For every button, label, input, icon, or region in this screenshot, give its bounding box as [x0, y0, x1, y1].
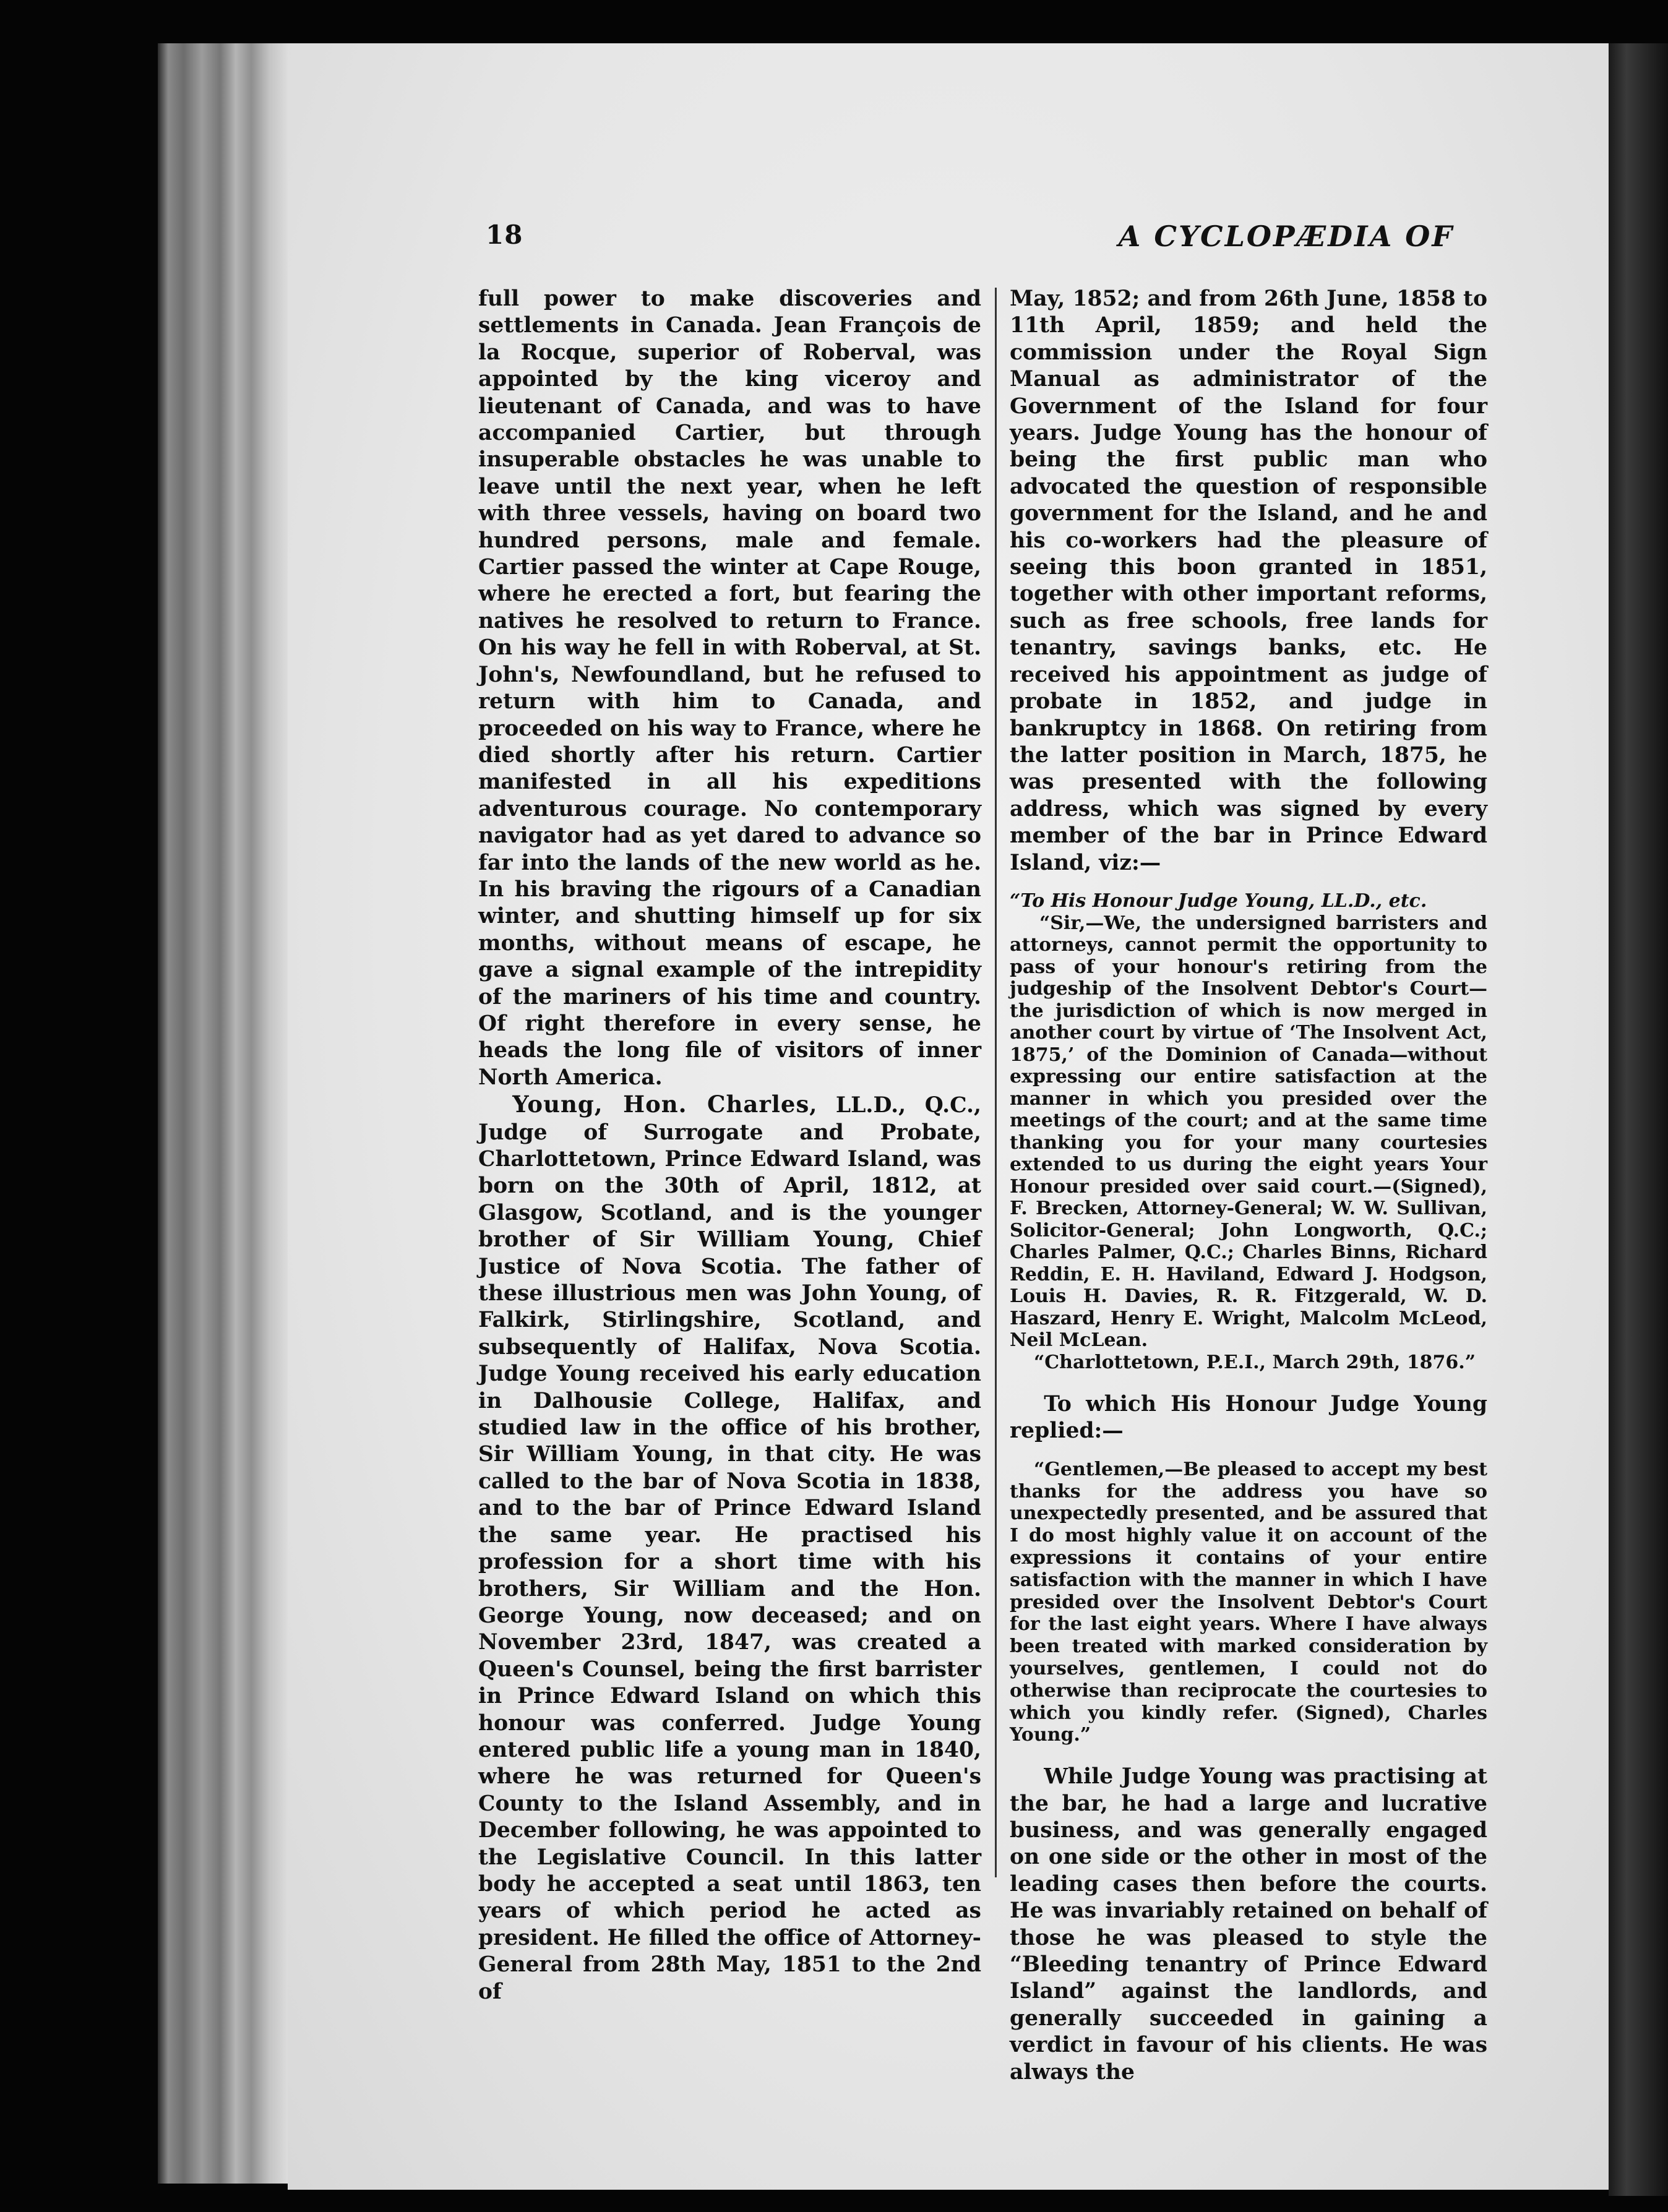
left-column	[478, 286, 981, 2005]
reply-intro: To which His Honour Judge Young replied:—	[1010, 1391, 1487, 1444]
entry-body: , LL.D., Q.C., Judge of Surrogate and Probate, Charlottetown, Prince Edward Island, was born on the 30th of April, 1812, at Glasgow, Scotland, and is the younger brother of Sir William Young, Chief Justice of Nova Scotia. The father of these illustrious men was John Young, of Falkirk, Stirlingshire, Scotland, and subsequently of Halifax, Nova Scotia. Judge Young received his early education in Dalhousie College, Halifax, and studied law in the office of his brother, Sir William Young, in that city. He was called to the bar of Nova Scotia in 1838, and to the bar of Prince Edward Island the same year. He practised his profession for a short time with his brothers, Sir William and the Hon. George Young, now deceased; and on November 23rd, 1847, was created a Queen's Counsel, being the first barrister in Prince Edward Island on which this honour was conferred. Judge Young entered public life a young man in 1840, where he was returned for Queen's County to the Island Assembly, and in December following, he was appointed to the Legislative Council. In this latter body he accepted a seat until 1863, ten years of which period he acted as president. He filled the office of Attorney-General from 28th May, 1851 to the 2nd of	[478, 1093, 981, 2004]
final-paragraph: While Judge Young was practising at the bar, he had a large and lucrative business, and was generally engaged on one side or the other in most of the leading cases then before the courts. He was invariably retained on behalf of those he was pleased to style the “Bleeding tenantry of Prince Edward Island” against the landlords, and generally succeeded in gaining a verdict in favour of his clients. He was always the	[1010, 1764, 1487, 2085]
left-paragraph-young	[478, 1091, 981, 2005]
right-paragraph-continuation: May, 1852; and from 26th June, 1858 to 11th April, 1859; and held the commission under the Royal Sign Manual as administrator of the Government of the Island for four years. Judge Young has the honour of being the first public man who advocated the question of responsible government for the Island, and he and his co-workers had the pleasure of seeing this boon granted in 1851, together with other important reforms, such as free schools, free lands for tenantry, savings banks, etc. He received his appointment as judge of probate in 1852, and judge in bankruptcy in 1868. On retiring from the latter position in March, 1875, he was presented with the following address, which was signed by every member of the bar in Prince Edward Island, viz:—	[1010, 286, 1487, 875]
entry-heading: Young, Hon. Charles	[512, 1091, 810, 1118]
address-date: “Charlottetown, P.E.I., March 29th, 1876.”	[1034, 1351, 1476, 1373]
running-title: A CYCLOPÆDIA OF	[1118, 220, 1454, 253]
left-paragraph-cartier: full power to make discoveries and settlements in Canada. Jean François de la Rocque, superior of Roberval, was appointed by the king viceroy and lieutenant of Canada, and was to have accompanied Cartier, but through insuperable obstacles he was unable to leave until the next year, when he left with three vessels, having on board two hundred persons, male and female. Cartier passed the winter at Cape Rouge, where he erected a fort, but fearing the natives he resolved to return to France. On his way he fell in with Roberval, at St. John's, Newfoundland, but he refused to return with him to Canada, and proceeded on his way to France, where he died shortly after his return. Cartier manifested in all his expeditions adventurous courage. No contemporary navigator had as yet dared to advance so far into the lands of the new world as he. In his braving the rigours of a Canadian winter, and shutting himself up for six months, without means of escape, he gave a signal example of the intrepidity of the mariners of his time and country. Of right therefore in every sense, he heads the long file of visitors of inner North America.	[478, 286, 981, 1090]
right-column	[1010, 286, 1487, 2086]
address-body: “Sir,—We, the undersigned barristers and attorneys, cannot permit the opportunity to pass of your honour's retiring from the judgeship of the Insolvent Debtor's Court—the jurisdiction of which is now merged in another court by virtue of ‘The Insolvent Act, 1875,’ of the Dominion of Canada—without expressing our entire satisfaction at the manner in which you presided over the meetings of the court; and at the same time thanking you for your many courtesies extended to us during the eight years Your Honour presided over said court.—(Signed), F. Brecken, Attorney-General; W. W. Sullivan, Solicitor-General; John Longworth, Q.C.; Charles Palmer, Q.C.; Charles Binns, Richard Reddin, E. H. Haviland, Edward J. Hodgson, Louis H. Davies, R. R. Fitzgerald, W. D. Haszard, Henry E. Wright, Malcolm McLeod, Neil McLean.	[1010, 912, 1487, 1352]
running-head	[486, 220, 1454, 263]
column-divider	[995, 288, 997, 1877]
page-number: 18	[486, 220, 523, 250]
book-right-edge	[1609, 43, 1668, 2196]
address-salutation: “To His Honour Judge Young, LL.D., etc.	[1010, 890, 1427, 912]
book-left-edge	[158, 43, 288, 2184]
reply-body: “Gentlemen,—Be pleased to accept my best thanks for the address you have so unexpectedly presented, and be assured that I do most highly value it on account of the expressions it contains of your entire satisfaction with the manner in which I have presided over the Insolvent Debtor's Court for the last eight years. Where I have always been treated with marked consideration by yourselves, gentlemen, I could not do otherwise than reciprocate the courtesies to which you kindly refer. (Signed), Charles Young.”	[1010, 1458, 1487, 1746]
